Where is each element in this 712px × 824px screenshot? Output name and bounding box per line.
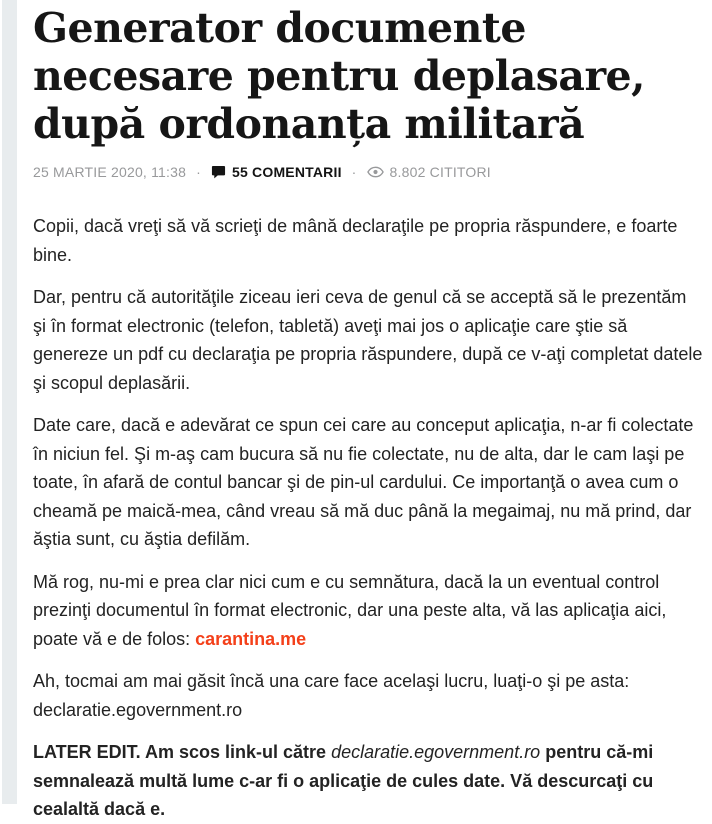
comments-link[interactable] [211, 164, 342, 180]
later-edit-note [33, 738, 704, 824]
paragraph-4-text: Mă rog, nu-mi e prea clar nici cum e cu semnătura, dacă la un eventual control prezinţi documentul în format electronic, dar una peste alta, vă las aplicaţia aici, poate vă e de folos: [33, 571, 667, 649]
meta-separator: · [351, 164, 357, 180]
later-edit-bold-lead: LATER EDIT. Am scos link-ul către [33, 742, 332, 762]
later-edit-italic-url: declaratie.egovernment.ro [331, 742, 541, 762]
paragraph-3: Date care, dacă e adevărat ce spun cei care au conceput aplicaţia, n-ar fi colectate în niciun fel. Şi m-aş cam bucura să nu fie colectate, nu de alta, dar le cam laşi pe toate, în afară de contul bancar şi de pin-ul cardului. Ce importanţă o avea cum o cheamă pe maică-mea, când vreau să mă duc până la megaimaj, nu mă prind, dar ăştia sunt, cu ăştia defilăm. [33, 415, 694, 549]
paragraph-2: Dar, pentru că autorităţile ziceau ieri ceva de genul că se acceptă să le prezentăm şi în format electronic (telefon, tabletă) aveţi mai jos o aplicaţie care ştie să genereze un pdf cu declaraţia pe propria răspundere, după ce v-aţi completat datele şi scopul deplasării. [33, 287, 703, 393]
comments-count-label: 55 COMENTARII [231, 164, 342, 180]
later-edit-bold-tail: pentru că-mi semnalează multă lume c-ar fi o aplicaţie de cules date. Vă descurcaţi cu cealaltă dacă e. [33, 742, 654, 819]
publish-date: 25 MARTIE 2020, 11:38 [33, 164, 187, 180]
eye-icon [367, 166, 384, 178]
meta-separator: · [196, 164, 201, 180]
article-body [33, 212, 704, 824]
paragraph-1: Copii, dacă vreţi să vă scrieţi de mână declaraţile pe propria răspundere, e foarte bine. [33, 216, 678, 265]
readers-count [367, 164, 491, 180]
readers-count-label: 8.802 CITITORI [389, 164, 491, 180]
left-gutter [2, 0, 17, 804]
carantina-link[interactable]: carantina.me [195, 628, 307, 649]
article-title: Generator documente necesare pentru deplasare, după ordonanța militară [33, 4, 645, 148]
comment-bubble-icon [211, 165, 226, 180]
article-meta [33, 164, 704, 180]
article-page [18, 0, 712, 819]
paragraph-5: Ah, tocmai am mai găsit încă una care face acelaşi lucru, luaţi-o şi pe asta: declaratie.egovernment.ro [33, 671, 630, 720]
paragraph-4 [33, 568, 704, 654]
